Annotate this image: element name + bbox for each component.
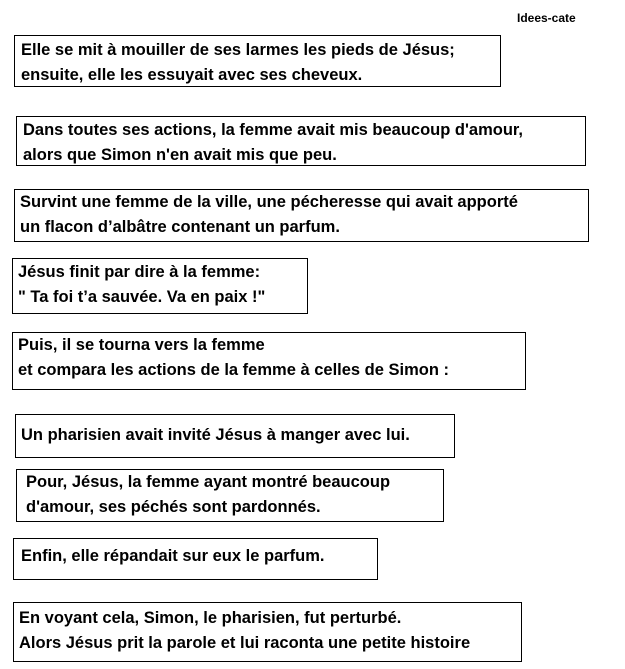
- card-line: Jésus finit par dire à la femme:: [18, 263, 261, 281]
- site-brand: Idees-cate: [517, 11, 576, 25]
- card-line: Puis, il se tourna vers la femme: [18, 336, 265, 354]
- story-card-2: [16, 116, 586, 166]
- card-line: ensuite, elle les essuyait avec ses cheveux.: [21, 66, 363, 84]
- story-card-9: [13, 602, 522, 662]
- story-card-3: [14, 189, 589, 242]
- story-card-6: [15, 414, 455, 458]
- card-line: En voyant cela, Simon, le pharisien, fut perturbé.: [19, 609, 402, 627]
- card-line: alors que Simon n'en avait mis que peu.: [23, 146, 337, 164]
- card-line: Enfin, elle répandait sur eux le parfum.: [21, 547, 325, 565]
- story-card-4: [12, 258, 308, 314]
- story-card-1: [14, 35, 501, 87]
- card-line: Alors Jésus prit la parole et lui raconta une petite histoire: [19, 634, 471, 652]
- card-line: " Ta foi t’a sauvée. Va en paix !": [18, 288, 266, 306]
- card-line: un flacon d’albâtre contenant un parfum.: [20, 218, 340, 236]
- story-card-7: [16, 469, 444, 522]
- card-line: Elle se mit à mouiller de ses larmes les pieds de Jésus;: [21, 41, 455, 59]
- card-line: d'amour, ses péchés sont pardonnés.: [26, 498, 321, 516]
- story-card-8: [13, 538, 378, 580]
- card-line: Pour, Jésus, la femme ayant montré beaucoup: [26, 473, 391, 491]
- card-line: Un pharisien avait invité Jésus à manger avec lui.: [21, 426, 410, 444]
- card-line: et compara les actions de la femme à celles de Simon :: [18, 361, 450, 379]
- card-line: Survint une femme de la ville, une pécheresse qui avait apporté: [20, 193, 518, 211]
- card-line: Dans toutes ses actions, la femme avait mis beaucoup d'amour,: [23, 121, 524, 139]
- story-card-5: [12, 332, 526, 390]
